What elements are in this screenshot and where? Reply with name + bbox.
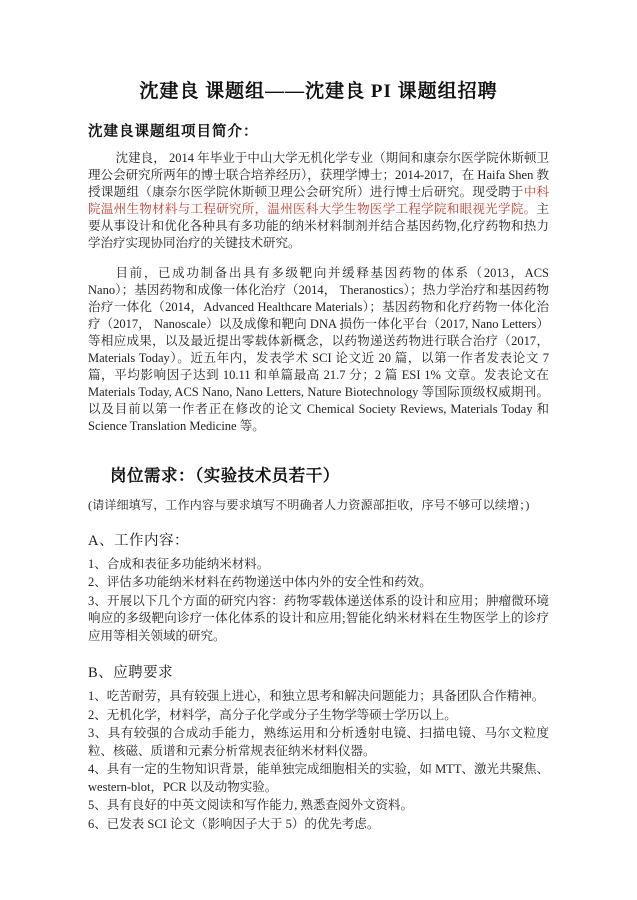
intro-paragraph-1-text-start: 沈建良， 2014 年毕业于中山大学无机化学专业（期间和康奈尔医学院休斯顿卫理公会研究所两年的博士联合培养经历），获理学博士；2014-2017，在 Haifa Shen 教授课题组（康奈尔医学院休斯顿卫理公会研究所）进行博士后研究。现受聘于 <box>88 151 549 199</box>
position-requirements-heading: 岗位需求：（实验技术员若干） <box>110 466 340 485</box>
requirement-item-6: 6、已发表 SCI 论文（影响因子大于 5）的优先考虑。 <box>88 816 380 831</box>
requirement-item-1: 1、吃苦耐劳，具有较强上进心，和独立思考和解决问题能力；具备团队合作精神。 <box>88 689 545 703</box>
requirement-item-2: 2、无机化学，材料学，高分子化学或分子生物学等硕士学历以上。 <box>88 707 457 722</box>
section-a-list <box>88 556 549 646</box>
work-item-2: 2、评估多功能纳米材料在药物递送中体内外的安全性和药效。 <box>88 575 432 589</box>
document-title: 沈建良 课题组——沈建良 PI 课题组招聘 <box>139 81 498 102</box>
section-a-heading: A、工作内容： <box>88 532 189 549</box>
intro-paragraph-1 <box>88 150 549 252</box>
work-item-3: 3、开展以下几个方面的研究内容：药物零载体递送体系的设计和应用；肿瘤微环境响应的多级靶向诊疗一体化体系的设计和应用;智能化纳米材料在生物医学上的诊疗应用等相关领域的研究。 <box>88 593 549 643</box>
intro-paragraph-1-text-end: 主要从事设计和优化各种具有多功能的纳米材料制剂并结合基因药物,化疗药物和热力学治疗实现协同治疗的关键技术研究。 <box>88 202 549 250</box>
work-item-1: 1、合成和表征多功能纳米材料。 <box>88 556 270 571</box>
hr-note-line: (请详细填写，工作内容与要求填写不明确者人力资源部拒收，序号不够可以续增；) <box>88 497 530 512</box>
requirement-item-5: 5、具有良好的中英文阅读和写作能力, 熟悉查阅外文资料。 <box>88 798 414 812</box>
intro-section-heading: 沈建良课题组项目简介： <box>88 124 259 140</box>
requirement-item-3: 3、具有较强的合成动手能力，熟练运用和分析透射电镜、扫描电镜、马尔文粒度粒、核磁、质谱和元素分析常规表征纳米材料仪器。 <box>88 726 549 758</box>
requirement-item-4: 4、具有一定的生物知识背景，能单独完成细胞相关的实验，如 MTT、激光共聚焦、western-blot，PCR 以及动物实验。 <box>88 762 549 794</box>
section-b-heading: B、应聘要求 <box>88 665 174 681</box>
document-content <box>0 76 637 833</box>
section-b-list <box>88 688 549 833</box>
intro-paragraph-1-red-affiliations: 中科院温州生物材料与工程研究所，温州医科大学生物医学工程学院和眼视光学院。 <box>88 185 549 216</box>
intro-paragraph-2: 目前，已成功制备出具有多级靶向并缓释基因药物的体系（2013，ACS Nano）；基因药物和成像一体化治疗（2014， Theranostics）；热力学治疗和基因药物治疗一体化（2014，Advanced Healthcare Materials）；基因药物和化疗药物一体化治疗（2017， Nanoscale）以及成像和靶向 DNA 损伤一体化平台（2017, Nano Letters）等相应成果，以及最近提出零载体新概念，以药物递送药物进行联合治疗（2017，Materials Today）。近五年内，发表学术 SCI 论文近 20 篇，以第一作者发表论文 7 篇，平均影响因子达到 10.11 和单篇最高 21.7 分；2 篇 ESI 1% 文章。发表论文在 Materials Today, ACS Nano, Nano Letters, Nature Biotechnology 等国际顶级权威期刊。以及目前以第一作者正在修改的论文 Chemical Society Reviews, Materials Today 和 Science Translation Medicine 等。 <box>88 265 549 433</box>
